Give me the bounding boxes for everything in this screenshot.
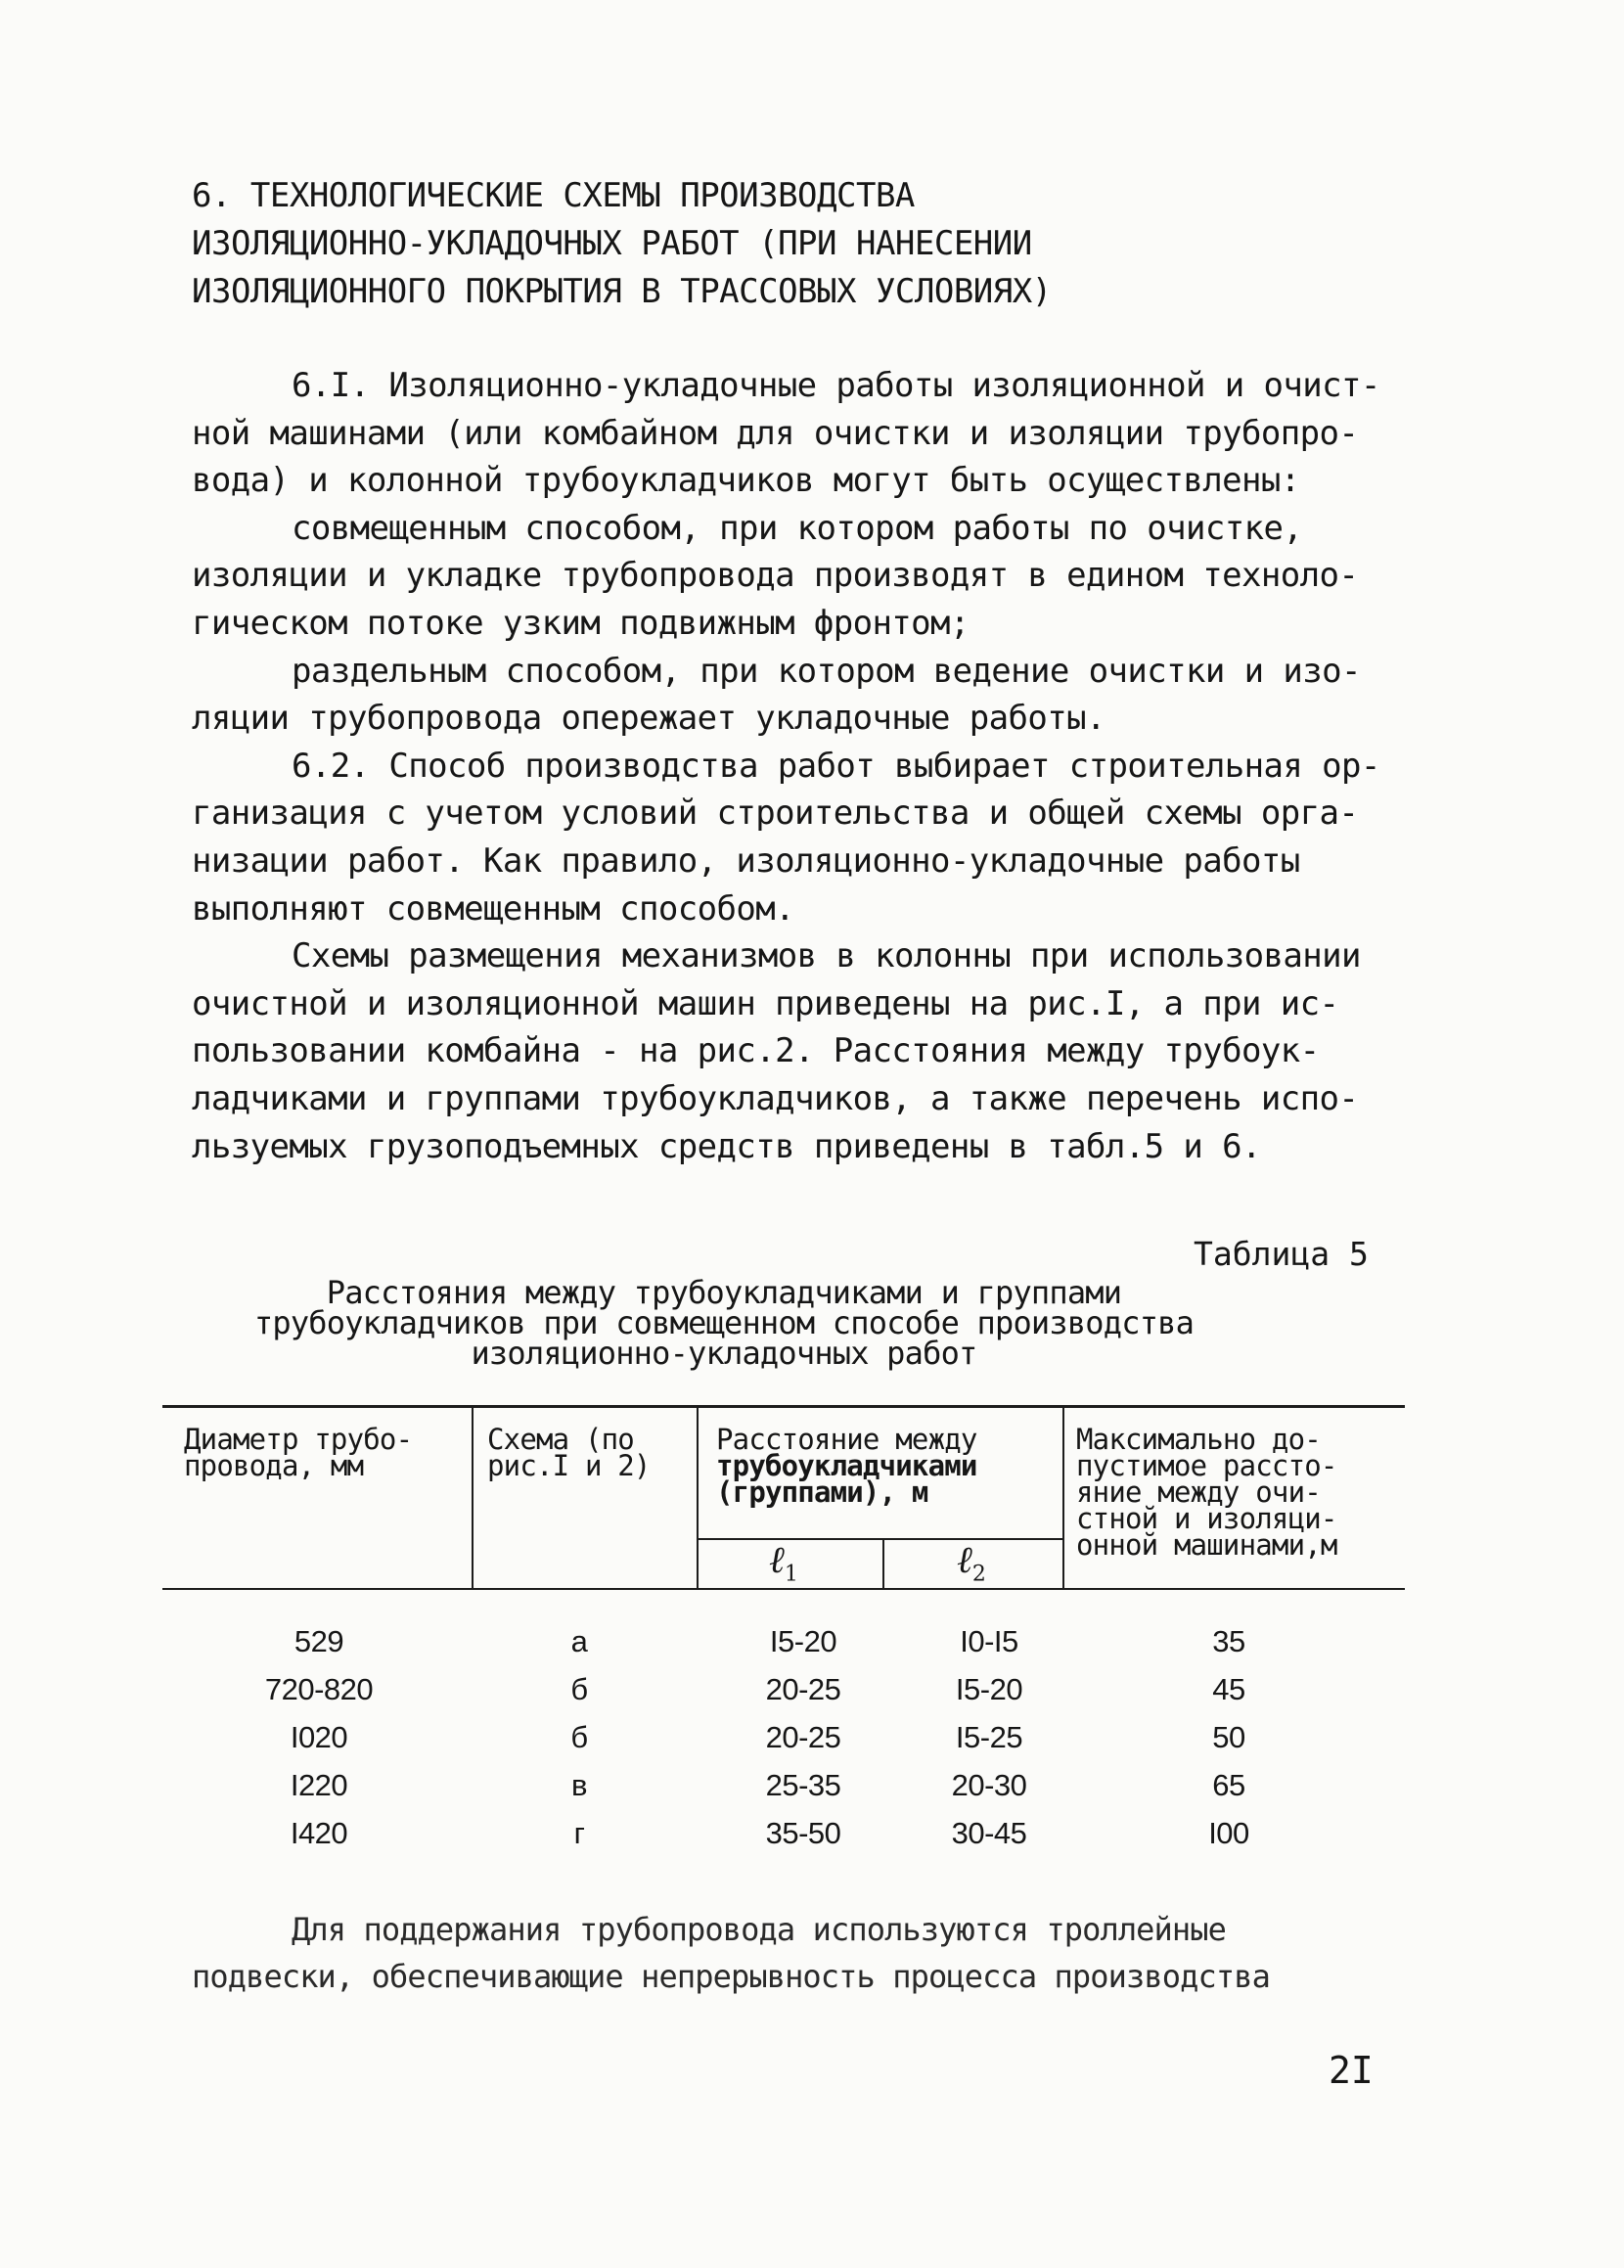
paragraph-line: низации работ. Как правило, изоляционно-укладочные работы xyxy=(192,840,1300,881)
header-scheme: Схема (по рис.I и 2) xyxy=(487,1423,651,1482)
distance-table xyxy=(162,1405,1405,1875)
subheader-rule xyxy=(697,1538,1062,1540)
cell-l1: 20-25 xyxy=(765,1672,841,1706)
cell-l1: 35-50 xyxy=(765,1816,841,1850)
table-title-line: Расстояния между трубоукладчиками и группами xyxy=(326,1274,1122,1311)
paragraph-line: ляции трубопровода опережает укладочные работы. xyxy=(192,699,1105,739)
paragraph-line: льзуемых грузоподъемных средств приведены в табл.5 и 6. xyxy=(192,1126,1261,1166)
cell-l1: 20-25 xyxy=(765,1720,841,1754)
cell-scheme: в xyxy=(571,1768,587,1802)
cell-max: 35 xyxy=(1212,1624,1245,1658)
footer-paragraph xyxy=(192,1906,1424,2000)
cell-diameter: 720-820 xyxy=(264,1672,374,1706)
table-number: Таблица 5 xyxy=(1194,1235,1369,1273)
heading-line: ИЗОЛЯЦИОННО-УКЛАДОЧНЫХ РАБОТ (ПРИ НАНЕСЕНИИ xyxy=(192,224,1032,263)
cell-l2: I5-20 xyxy=(955,1672,1023,1706)
column-divider xyxy=(882,1538,884,1589)
column-divider xyxy=(1062,1405,1064,1589)
cell-max: 65 xyxy=(1212,1768,1245,1802)
page-number: 2I xyxy=(1329,2049,1374,2092)
paragraph-line: совмещенным способом, при котором работы по очистке, xyxy=(292,508,1303,548)
cell-scheme: г xyxy=(573,1816,585,1850)
paragraph-line: Схемы размещения механизмов в колонны при использовании xyxy=(292,936,1361,976)
paragraph-line: очистной и изоляционной машин приведены на рис.I, а при ис- xyxy=(192,983,1339,1023)
cell-scheme: а xyxy=(570,1624,588,1658)
cell-l2: I0-I5 xyxy=(960,1624,1018,1658)
column-divider xyxy=(697,1405,699,1589)
paragraph-line: ладчиками и группами трубоукладчиков, а также перечень испо- xyxy=(192,1078,1359,1118)
paragraph-line: изоляции и укладке трубопровода производят в едином техноло- xyxy=(192,556,1359,596)
column-divider xyxy=(472,1405,474,1589)
header-l2: ℓ$_2$ xyxy=(957,1538,986,1587)
heading-line: 6. ТЕХНОЛОГИЧЕСКИЕ СХЕМЫ ПРОИЗВОДСТВА xyxy=(192,176,915,215)
paragraph-line: 6.2. Способ производства работ выбирает строительная ор- xyxy=(292,746,1380,786)
body-text xyxy=(192,362,1405,1170)
cell-l1: 25-35 xyxy=(765,1768,841,1802)
cell-l2: 20-30 xyxy=(951,1768,1027,1802)
paragraph-line: выполняют совмещенным способом. xyxy=(192,888,794,929)
header-diameter: Диаметр трубо- провода, мм xyxy=(184,1423,413,1482)
heading-line: ИЗОЛЯЦИОННОГО ПОКРЫТИЯ В ТРАССОВЫХ УСЛОВИЯХ) xyxy=(192,272,1052,311)
cell-diameter: I220 xyxy=(290,1768,348,1802)
cell-scheme: б xyxy=(570,1672,588,1706)
cell-max: 50 xyxy=(1212,1720,1245,1754)
cell-l2: I5-25 xyxy=(955,1720,1023,1754)
paragraph-line: вода) и колонной трубоукладчиков могут быть осуществлены: xyxy=(192,461,1300,501)
paragraph-line: подвески, обеспечивающие непрерывность процесса производства xyxy=(192,1958,1270,1995)
cell-diameter: I420 xyxy=(290,1816,348,1850)
paragraph-line: Для поддержания трубопровода используются троллейные xyxy=(292,1911,1227,1948)
table-title xyxy=(157,1274,1291,1372)
paragraph-line: 6.I. Изоляционно-укладочные работы изоляционной и очист- xyxy=(292,366,1380,405)
table-title-line: трубоукладчиков при совмещенном способе производства xyxy=(253,1304,1195,1341)
header-distance: Расстояние между трубоукладчиками (группами), м xyxy=(716,1423,977,1509)
table-top-rule xyxy=(162,1405,1405,1408)
cell-max: I00 xyxy=(1208,1816,1249,1850)
section-heading xyxy=(192,172,1464,316)
table-title-line: изоляционно-укладочных работ xyxy=(471,1335,977,1372)
paragraph-line: гическом потоке узким подвижным фронтом; xyxy=(192,603,970,643)
cell-l1: I5-20 xyxy=(769,1624,837,1658)
cell-diameter: 529 xyxy=(293,1624,344,1658)
cell-diameter: I020 xyxy=(290,1720,348,1754)
paragraph-line: ганизация с учетом условий строительства и общей схемы орга- xyxy=(192,794,1359,834)
paragraph-line: раздельным способом, при котором ведение очистки и изо- xyxy=(292,651,1361,691)
paragraph-line: пользовании комбайна - на рис.2. Расстояния между трубоук- xyxy=(192,1031,1320,1071)
cell-scheme: б xyxy=(570,1720,588,1754)
paragraph-line: ной машинами (или комбайном для очистки и изоляции трубопро- xyxy=(192,413,1359,453)
header-max-distance: Максимально до- пустимое рассто- яние между очи- стной и изоляци- онной машинами,м xyxy=(1076,1423,1337,1562)
cell-max: 45 xyxy=(1212,1672,1245,1706)
cell-l2: 30-45 xyxy=(951,1816,1027,1850)
header-l1: ℓ$_1$ xyxy=(769,1538,798,1587)
header-bottom-rule xyxy=(162,1588,1405,1590)
